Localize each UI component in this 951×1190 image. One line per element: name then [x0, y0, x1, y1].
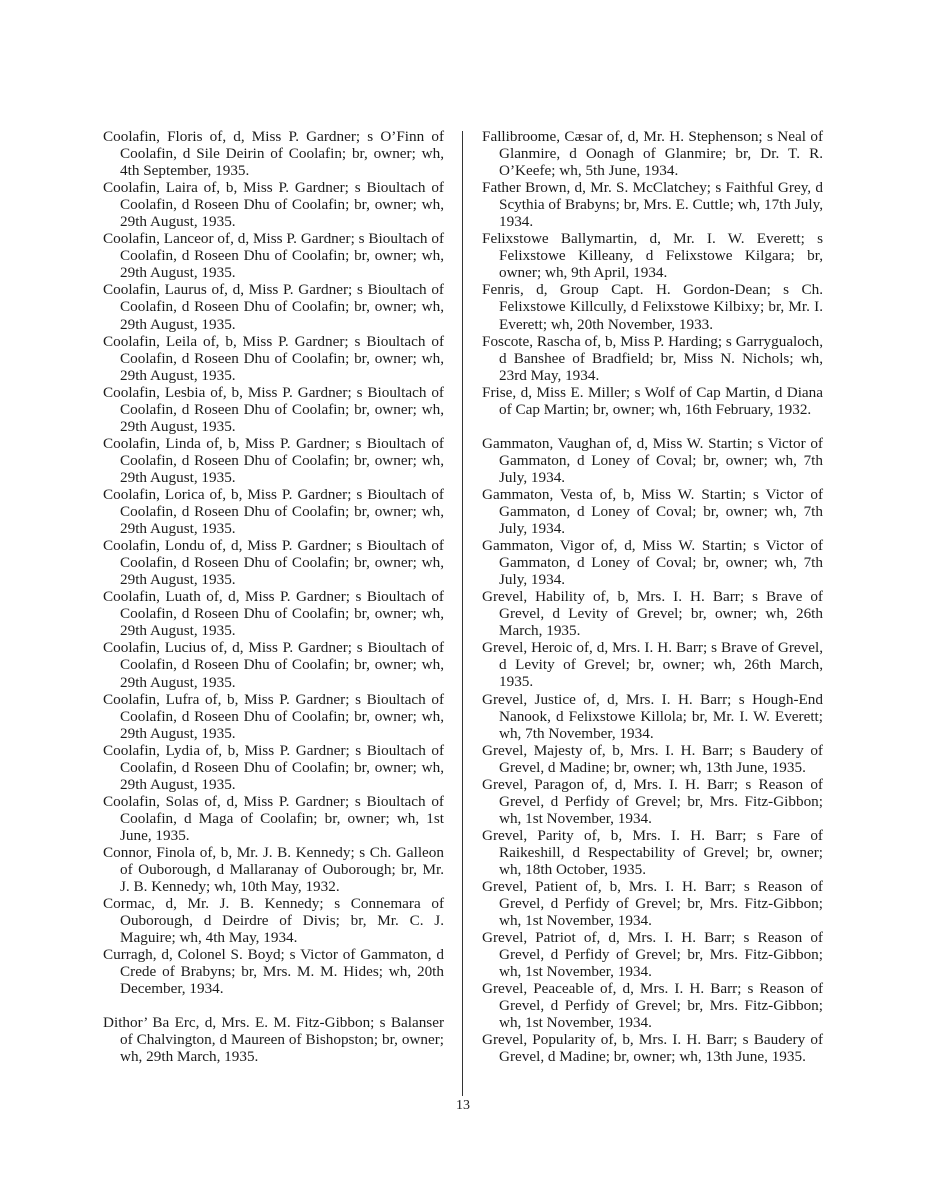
left-column [103, 128, 444, 1066]
register-entry: Coolafin, Linda of, b, Miss P. Gardner; s Bioultach of Coolafin, d Roseen Dhu of Coolafin; br, owner; wh, 29th August, 1935. [103, 434, 444, 486]
page-number: 13 [456, 1098, 470, 1113]
register-entry: Grevel, Paragon of, d, Mrs. I. H. Barr; s Reason of Grevel, d Perfidy of Grevel; br, Mrs. Fitz-Gibbon; wh, 1st November, 1934. [482, 775, 823, 827]
entry-list [482, 435, 823, 1066]
register-entry: Coolafin, Londu of, d, Miss P. Gardner; s Bioultach of Coolafin, d Roseen Dhu of Coolafin; br, owner; wh, 29th August, 1935. [103, 537, 444, 589]
register-entry: Dithor’ Ba Erc, d, Mrs. E. M. Fitz-Gibbon; s Balanser of Chalvington, d Maureen of Bishopston; br, owner; wh, 29th March, 1935. [103, 1014, 444, 1066]
register-entry: Connor, Finola of, b, Mr. J. B. Kennedy; s Ch. Galleon of Ouborough, d Mallaranay of Ouborough; br, Mr. J. B. Kennedy; wh, 10th May, 1932. [103, 843, 444, 896]
register-entry: Grevel, Parity of, b, Mrs. I. H. Barr; s Fare of Raikeshill, d Respectability of Grevel; br, owner; wh, 18th October, 1935. [482, 826, 823, 878]
register-entry: Father Brown, d, Mr. S. McClatchey; s Faithful Grey, d Scythia of Brabyns; br, Mrs. E. Cuttle; wh, 17th July, 1934. [482, 179, 823, 231]
register-entry: Gammaton, Vigor of, d, Miss W. Startin; s Victor of Gammaton, d Loney of Coval; br, owner; wh, 7th July, 1934. [482, 537, 823, 589]
entry-list [103, 1014, 444, 1065]
register-entry: Grevel, Heroic of, d, Mrs. I. H. Barr; s Brave of Grevel, d Levity of Grevel; br, owner; wh, 26th March, 1935. [482, 639, 823, 691]
register-entry: Frise, d, Miss E. Miller; s Wolf of Cap Martin, d Diana of Cap Martin; br, owner; wh, 16th February, 1932. [482, 383, 823, 418]
register-entry: Grevel, Majesty of, b, Mrs. I. H. Barr; s Baudery of Grevel, d Madine; br, owner; wh, 13th June, 1935. [482, 741, 823, 776]
register-entry: Coolafin, Lorica of, b, Miss P. Gardner; s Bioultach of Coolafin, d Roseen Dhu of Coolafin; br, owner; wh, 29th August, 1935. [103, 485, 444, 538]
entry-list [103, 128, 444, 997]
register-entry: Coolafin, Solas of, d, Miss P. Gardner; s Bioultach of Coolafin, d Maga of Coolafin; br, owner; wh, 1st June, 1935. [103, 792, 444, 844]
register-entry: Coolafin, Leila of, b, Miss P. Gardner; s Bioultach of Coolafin, d Roseen Dhu of Coolafin; br, owner; wh, 29th August, 1935. [103, 332, 444, 384]
column-divider [462, 131, 463, 1096]
register-entry: Gammaton, Vaughan of, d, Miss W. Startin; s Victor of Gammaton, d Loney of Coval; br, owner; wh, 7th July, 1934. [482, 434, 823, 486]
register-entry: Grevel, Patient of, b, Mrs. I. H. Barr; s Reason of Grevel, d Perfidy of Grevel; br, Mrs. Fitz-Gibbon; wh, 1st November, 1934. [482, 878, 823, 930]
register-entry: Curragh, d, Colonel S. Boyd; s Victor of Gammaton, d Crede of Brabyns; br, Mrs. M. M. Hides; wh, 20th December, 1934. [103, 946, 444, 998]
register-entry: Coolafin, Lydia of, b, Miss P. Gardner; s Bioultach of Coolafin, d Roseen Dhu of Coolafin; br, owner; wh, 29th August, 1935. [103, 741, 444, 793]
register-entry: Fallibroome, Cæsar of, d, Mr. H. Stephenson; s Neal of Glanmire, d Oonagh of Glanmire; br, Dr. T. R. O’Keefe; wh, 5th June, 1934. [482, 128, 823, 180]
register-entry: Coolafin, Laurus of, d, Miss P. Gardner; s Bioultach of Coolafin, d Roseen Dhu of Coolafin; br, owner; wh, 29th August, 1935. [103, 281, 444, 333]
register-entry: Coolafin, Lanceor of, d, Miss P. Gardner; s Bioultach of Coolafin, d Roseen Dhu of Coolafin; br, owner; wh, 29th August, 1935. [103, 230, 444, 282]
register-entry: Grevel, Popularity of, b, Mrs. I. H. Barr; s Baudery of Grevel, d Madine; br, owner; wh, 13th June, 1935. [482, 1031, 823, 1066]
register-entry: Coolafin, Luath of, d, Miss P. Gardner; s Bioultach of Coolafin, d Roseen Dhu of Coolafin; br, owner; wh, 29th August, 1935. [103, 588, 444, 640]
section-gap [482, 418, 823, 435]
register-entry: Grevel, Justice of, d, Mrs. I. H. Barr; s Hough-End Nanook, d Felixstowe Killola; br, Mr. I. W. Everett; wh, 7th November, 1934. [482, 690, 823, 742]
register-entry: Felixstowe Ballymartin, d, Mr. I. W. Everett; s Felixstowe Killeany, d Felixstowe Kilgara; br, owner; wh, 9th April, 1934. [482, 230, 823, 282]
register-entry: Coolafin, Floris of, d, Miss P. Gardner; s O’Finn of Coolafin, d Sile Deirin of Coolafin; br, owner; wh, 4th September, 1935. [103, 128, 444, 180]
right-column [482, 128, 823, 1066]
register-entry: Grevel, Patriot of, d, Mrs. I. H. Barr; s Reason of Grevel, d Perfidy of Grevel; br, Mrs. Fitz-Gibbon; wh, 1st November, 1934. [482, 929, 823, 981]
register-entry: Gammaton, Vesta of, b, Miss W. Startin; s Victor of Gammaton, d Loney of Coval; br, owner; wh, 7th July, 1934. [482, 485, 823, 538]
register-entry: Foscote, Rascha of, b, Miss P. Harding; s Garrygualoch, d Banshee of Bradfield; br, Miss N. Nichols; wh, 23rd May, 1934. [482, 332, 823, 384]
register-entry: Grevel, Hability of, b, Mrs. I. H. Barr; s Brave of Grevel, d Levity of Grevel; br, owner; wh, 26th March, 1935. [482, 588, 823, 640]
register-entry: Coolafin, Lucius of, d, Miss P. Gardner; s Bioultach of Coolafin, d Roseen Dhu of Coolafin; br, owner; wh, 29th August, 1935. [103, 639, 444, 691]
register-entry: Coolafin, Lufra of, b, Miss P. Gardner; s Bioultach of Coolafin, d Roseen Dhu of Coolafin; br, owner; wh, 29th August, 1935. [103, 690, 444, 742]
section-gap [103, 997, 444, 1014]
register-entry: Coolafin, Lesbia of, b, Miss P. Gardner; s Bioultach of Coolafin, d Roseen Dhu of Coolafin; br, owner; wh, 29th August, 1935. [103, 383, 444, 435]
register-entry: Cormac, d, Mr. J. B. Kennedy; s Connemara of Ouborough, d Deirdre of Divis; br, Mr. C. J. Maguire; wh, 4th May, 1934. [103, 895, 444, 947]
register-entry: Fenris, d, Group Capt. H. Gordon-Dean; s Ch. Felixstowe Killcully, d Felixstowe Kilbixy; br, Mr. I. Everett; wh, 20th November, 1933. [482, 281, 823, 333]
entry-list [482, 128, 823, 418]
register-entry: Grevel, Peaceable of, d, Mrs. I. H. Barr; s Reason of Grevel, d Perfidy of Grevel; br, Mrs. Fitz-Gibbon; wh, 1st November, 1934. [482, 980, 823, 1032]
register-entry: Coolafin, Laira of, b, Miss P. Gardner; s Bioultach of Coolafin, d Roseen Dhu of Coolafin; br, owner; wh, 29th August, 1935. [103, 179, 444, 231]
